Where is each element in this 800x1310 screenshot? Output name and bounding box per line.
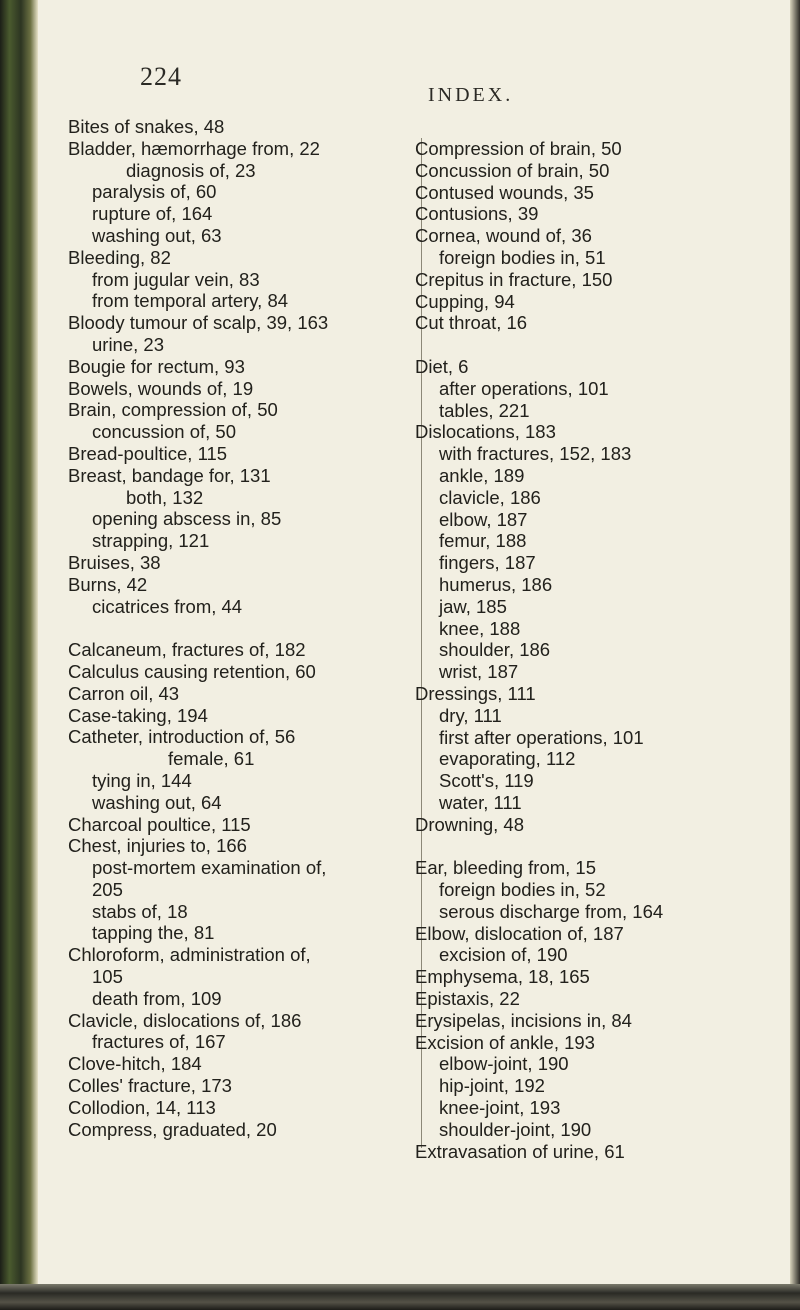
- index-entry: Calcaneum, fractures of, 182: [68, 639, 306, 661]
- index-entry: Breast, bandage for, 131: [68, 464, 271, 486]
- index-entry: Cornea, wound of, 36: [415, 225, 592, 247]
- index-subentry: stabs of, 18: [92, 900, 188, 922]
- index-entry: Ear, bleeding from, 15: [415, 857, 596, 879]
- index-subentry: clavicle, 186: [439, 486, 541, 508]
- index-subentry: knee, 188: [439, 617, 521, 639]
- index-subentry: shoulder-joint, 190: [439, 1118, 592, 1140]
- index-subentry: opening abscess in, 85: [92, 508, 282, 530]
- index-entry: Cupping, 94: [415, 290, 515, 312]
- index-entry: Burns, 42: [68, 573, 148, 595]
- index-subentry: wrist, 187: [439, 661, 519, 683]
- index-subentry: fingers, 187: [439, 552, 536, 574]
- index-subentry: fractures of, 167: [92, 1031, 226, 1053]
- index-subentry: washing out, 63: [92, 224, 222, 246]
- index-entry: Diet, 6: [415, 355, 469, 377]
- index-subentry: diagnosis of, 23: [126, 159, 256, 181]
- index-entry: Chest, injuries to, 166: [68, 835, 247, 857]
- index-subentry: concussion of, 50: [92, 421, 236, 443]
- index-subentry: serous discharge from, 164: [439, 900, 664, 922]
- index-entry: Erysipelas, incisions in, 84: [415, 1009, 632, 1031]
- index-entry: Compress, graduated, 20: [68, 1118, 277, 1140]
- index-entry: Case-taking, 194: [68, 704, 208, 726]
- index-subentry: 205: [92, 878, 123, 900]
- index-subentry: washing out, 64: [92, 791, 222, 813]
- index-subentry: paralysis of, 60: [92, 181, 217, 203]
- index-entry: Brain, compression of, 50: [68, 399, 278, 421]
- index-entry: Contused wounds, 35: [415, 181, 594, 203]
- index-subentry: dry, 111: [439, 704, 502, 726]
- index-entry: Clove-hitch, 184: [68, 1053, 202, 1075]
- index-subentry: cicatrices from, 44: [92, 595, 243, 617]
- page-number: 224: [140, 62, 182, 91]
- index-subentry: elbow-joint, 190: [439, 1053, 569, 1075]
- index-subentry: evaporating, 112: [439, 748, 576, 770]
- index-entry: Bleeding, 82: [68, 246, 171, 268]
- index-subentry: with fractures, 152, 183: [439, 443, 632, 465]
- index-subentry: humerus, 186: [439, 573, 553, 595]
- index-entry: Cut throat, 16: [415, 312, 528, 334]
- index-subentry: excision of, 190: [439, 944, 568, 966]
- index-subentry: jaw, 185: [439, 595, 507, 617]
- index-subentry: strapping, 121: [92, 530, 210, 552]
- index-subentry: femur, 188: [439, 530, 527, 552]
- index-entry: Bloody tumour of scalp, 39, 163: [68, 312, 329, 334]
- index-subentry: female, 61: [168, 748, 255, 770]
- index-subentry: after operations, 101: [439, 377, 609, 399]
- index-subentry: foreign bodies in, 52: [439, 879, 606, 901]
- index-subentry: tying in, 144: [92, 769, 192, 791]
- index-entry: Clavicle, dislocations of, 186: [68, 1009, 302, 1031]
- index-entry: Bougie for rectum, 93: [68, 355, 245, 377]
- index-subentry: Scott's, 119: [439, 770, 534, 792]
- index-entry: Epistaxis, 22: [415, 988, 520, 1010]
- running-head: INDEX.: [428, 84, 514, 106]
- index-subentry: tapping the, 81: [92, 922, 215, 944]
- index-entry: Emphysema, 18, 165: [415, 966, 590, 988]
- index-entry: Chloroform, administration of,: [68, 944, 311, 966]
- index-entry: Concussion of brain, 50: [415, 159, 610, 181]
- index-entry: Bladder, hæmorrhage from, 22: [68, 137, 320, 159]
- index-subentry: knee-joint, 193: [439, 1097, 561, 1119]
- index-section-gap: [68, 617, 468, 639]
- index-subentry: hip-joint, 192: [439, 1075, 545, 1097]
- index-entry: Dressings, 111: [415, 682, 536, 704]
- index-entry: Bowels, wounds of, 19: [68, 377, 254, 399]
- index-subentry: elbow, 187: [439, 508, 528, 530]
- index-subentry: from temporal artery, 84: [92, 290, 289, 312]
- index-subentry: first after operations, 101: [439, 726, 644, 748]
- index-entry: Dislocations, 183: [415, 421, 556, 443]
- index-entry: Compression of brain, 50: [415, 138, 622, 159]
- index-subentry: 105: [92, 966, 123, 988]
- index-entry: Bites of snakes, 48: [68, 116, 225, 137]
- index-subentry: rupture of, 164: [92, 203, 213, 225]
- index-entry: Charcoal poultice, 115: [68, 813, 251, 835]
- page-bottom-edge: [0, 1284, 800, 1310]
- book-spine: [0, 0, 38, 1310]
- index-entry: Calculus causing retention, 60: [68, 660, 316, 682]
- index-subentry: urine, 23: [92, 333, 164, 355]
- index-section-gap: [415, 836, 785, 858]
- index-subentry: both, 132: [126, 486, 204, 508]
- index-entry: Collodion, 14, 113: [68, 1096, 216, 1118]
- index-subentry: tables, 221: [439, 399, 530, 421]
- index-column-right: [415, 138, 785, 1162]
- index-subentry: from jugular vein, 83: [92, 268, 260, 290]
- index-entry: Excision of ankle, 193: [415, 1031, 595, 1053]
- index-column-left: [68, 116, 468, 1140]
- index-entry: Crepitus in fracture, 150: [415, 268, 613, 290]
- index-subentry: water, 111: [439, 791, 522, 813]
- index-subentry: death from, 109: [92, 987, 222, 1009]
- index-subentry: shoulder, 186: [439, 639, 551, 661]
- index-entry: Catheter, introduction of, 56: [68, 726, 296, 748]
- index-entry: Colles' fracture, 173: [68, 1075, 232, 1097]
- index-entry: Elbow, dislocation of, 187: [415, 922, 624, 944]
- index-entry: Drowning, 48: [415, 813, 525, 835]
- index-entry: Bread-poultice, 115: [68, 442, 228, 464]
- index-section-gap: [415, 334, 785, 356]
- index-subentry: post-mortem examination of,: [92, 857, 327, 879]
- index-subentry: foreign bodies in, 51: [439, 246, 606, 268]
- index-subentry: ankle, 189: [439, 464, 525, 486]
- index-entry: Bruises, 38: [68, 551, 161, 573]
- index-entry: Carron oil, 43: [68, 682, 180, 704]
- page-edge: [790, 0, 800, 1310]
- index-entry: Extravasation of urine, 61: [415, 1140, 625, 1162]
- index-entry: Contusions, 39: [415, 203, 539, 225]
